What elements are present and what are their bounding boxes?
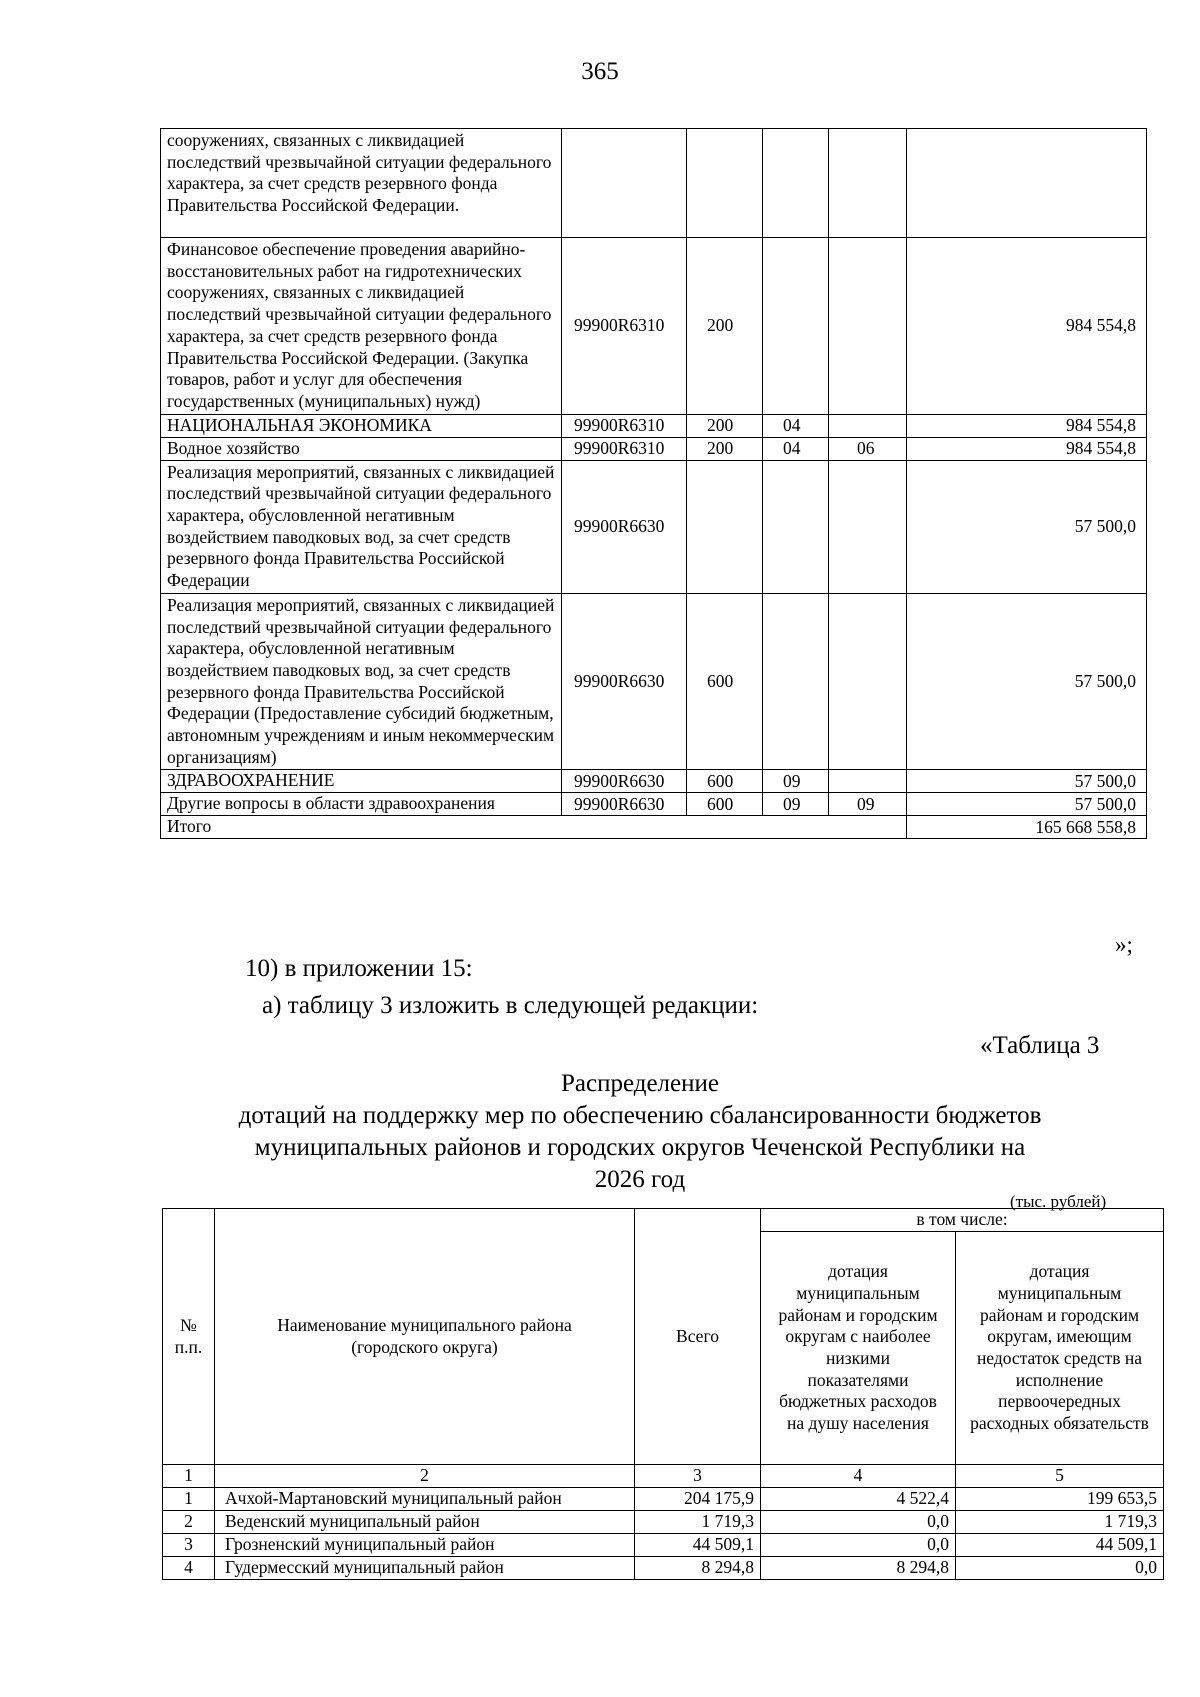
title-line: муниципальных районов и городских округов Чеченской Республики на [254, 1134, 1026, 1161]
row-col4: 8 294,8 [761, 1557, 956, 1580]
header-name: Наименование муниципального района (городского округа) [215, 1209, 635, 1465]
col-number: 4 [761, 1465, 956, 1488]
row-rz [763, 238, 829, 415]
row-pr [829, 593, 907, 770]
header-col4: дотация муниципальным районам и городским округам с наиболее низкими показателями бюджетных расходов на душу населения [761, 1232, 956, 1465]
row-csr: 99900R6310 [562, 414, 687, 437]
table-row [161, 129, 1147, 238]
row-csr: 99900R6310 [562, 238, 687, 415]
header-including: в том числе: [761, 1209, 1164, 1232]
header-total: Всего [635, 1209, 761, 1465]
table-row [163, 1511, 1164, 1534]
row-vr: 600 [687, 793, 763, 816]
row-sum [907, 129, 1147, 238]
row-name: Другие вопросы в области здравоохранения [161, 793, 562, 816]
row-col4: 0,0 [761, 1511, 956, 1534]
row-csr [562, 129, 687, 238]
row-csr: 99900R6630 [562, 770, 687, 793]
row-sum: 984 554,8 [907, 414, 1147, 437]
title-line: 2026 год [594, 1166, 686, 1193]
row-num: 4 [163, 1557, 215, 1580]
table-caption: «Таблица 3 [980, 1032, 1100, 1059]
row-col4: 0,0 [761, 1534, 956, 1557]
col-number: 3 [635, 1465, 761, 1488]
units-label: (тыс. рублей) [1010, 1192, 1107, 1211]
row-sum: 57 500,0 [907, 770, 1147, 793]
table-row [161, 437, 1147, 460]
row-rz: 09 [763, 770, 829, 793]
row-pr [829, 129, 907, 238]
table-row [161, 460, 1147, 593]
row-pr: 09 [829, 793, 907, 816]
table-row [161, 793, 1147, 816]
table-row [161, 593, 1147, 770]
row-name: Грозненский муниципальный район [215, 1534, 635, 1557]
row-name: Веденский муниципальный район [215, 1511, 635, 1534]
row-col5: 44 509,1 [956, 1534, 1164, 1557]
row-name: Финансовое обеспечение проведения аварийно-восстановительных работ на гидротехнических сооружениях, связанных с ликвидацией последствий чрезвычайной ситуации федерального характера, за счет средств резервного фонда Правительства Российской Федерации. (Закупка товаров, работ и услуг для обеспечения государственных (муниципальных) нужд) [161, 238, 562, 415]
total-row [161, 816, 1147, 839]
total-value: 165 668 558,8 [907, 816, 1147, 839]
row-num: 1 [163, 1488, 215, 1511]
row-sum: 57 500,0 [907, 593, 1147, 770]
row-name: сооружениях, связанных с ликвидацией последствий чрезвычайной ситуации федерального характера, за счет средств резервного фонда Правительства Российской Федерации. [161, 129, 562, 238]
header-num: № п.п. [163, 1209, 215, 1465]
row-sum: 984 554,8 [907, 437, 1147, 460]
col-number: 5 [956, 1465, 1164, 1488]
closing-quote: »; [1115, 932, 1133, 957]
row-total: 8 294,8 [635, 1557, 761, 1580]
row-csr: 99900R6630 [562, 460, 687, 593]
row-name: НАЦИОНАЛЬНАЯ ЭКОНОМИКА [161, 414, 562, 437]
table-row [161, 238, 1147, 415]
row-name: Гудермесский муниципальный район [215, 1557, 635, 1580]
table-row [163, 1534, 1164, 1557]
header-col5: дотация муниципальным районам и городским округам, имеющим недостаток средств на исполнение первоочередных расходных обязательств [956, 1232, 1164, 1465]
row-col5: 199 653,5 [956, 1488, 1164, 1511]
row-pr [829, 414, 907, 437]
row-csr: 99900R6630 [562, 593, 687, 770]
row-total: 1 719,3 [635, 1511, 761, 1534]
row-vr: 600 [687, 770, 763, 793]
col-number: 2 [215, 1465, 635, 1488]
row-name: Ачхой-Мартановский муниципальный район [215, 1488, 635, 1511]
paragraph-item: 10) в приложении 15: [245, 955, 473, 982]
title-line: дотаций на поддержку мер по обеспечению сбалансированности бюджетов [238, 1102, 1042, 1129]
budget-table [160, 128, 1147, 839]
row-total: 204 175,9 [635, 1488, 761, 1511]
row-pr [829, 770, 907, 793]
row-name: Водное хозяйство [161, 437, 562, 460]
col-number: 1 [163, 1465, 215, 1488]
column-numbers-row [163, 1465, 1164, 1488]
row-name: Реализация мероприятий, связанных с ликвидацией последствий чрезвычайной ситуации федерального характера, обусловленной негативным воздействием паводковых вод, за счет средств резервного фонда Правительства Российской Федерации [161, 460, 562, 593]
row-sum: 57 500,0 [907, 793, 1147, 816]
total-label: Итого [161, 816, 907, 839]
row-vr: 600 [687, 593, 763, 770]
row-sum: 57 500,0 [907, 460, 1147, 593]
row-rz: 04 [763, 414, 829, 437]
row-vr: 200 [687, 414, 763, 437]
row-num: 2 [163, 1511, 215, 1534]
row-num: 3 [163, 1534, 215, 1557]
row-pr [829, 460, 907, 593]
row-rz: 09 [763, 793, 829, 816]
row-rz [763, 460, 829, 593]
row-rz [763, 129, 829, 238]
table-row [161, 414, 1147, 437]
row-col5: 1 719,3 [956, 1511, 1164, 1534]
row-name: Реализация мероприятий, связанных с ликвидацией последствий чрезвычайной ситуации федерального характера, обусловленной негативным воздействием паводковых вод, за счет средств резервного фонда Правительства Российской Федерации (Предоставление субсидий бюджетным, автономным учреждениям и иным некоммерческим организациям) [161, 593, 562, 770]
row-vr: 200 [687, 238, 763, 415]
page-number: 365 [581, 58, 619, 85]
title-line: Распределение [561, 1070, 719, 1097]
row-vr [687, 129, 763, 238]
paragraph-subitem: а) таблицу 3 изложить в следующей редакции: [262, 992, 759, 1019]
row-pr: 06 [829, 437, 907, 460]
document-title [160, 1068, 1120, 1196]
row-total: 44 509,1 [635, 1534, 761, 1557]
row-csr: 99900R6630 [562, 793, 687, 816]
distribution-table [162, 1208, 1164, 1580]
row-col5: 0,0 [956, 1557, 1164, 1580]
row-pr [829, 238, 907, 415]
table-row [161, 770, 1147, 793]
table-row [163, 1557, 1164, 1580]
row-name: ЗДРАВООХРАНЕНИЕ [161, 770, 562, 793]
row-rz [763, 593, 829, 770]
header-row [163, 1209, 1164, 1232]
row-vr: 200 [687, 437, 763, 460]
row-vr [687, 460, 763, 593]
row-sum: 984 554,8 [907, 238, 1147, 415]
row-rz: 04 [763, 437, 829, 460]
row-col4: 4 522,4 [761, 1488, 956, 1511]
row-csr: 99900R6310 [562, 437, 687, 460]
table-row [163, 1488, 1164, 1511]
